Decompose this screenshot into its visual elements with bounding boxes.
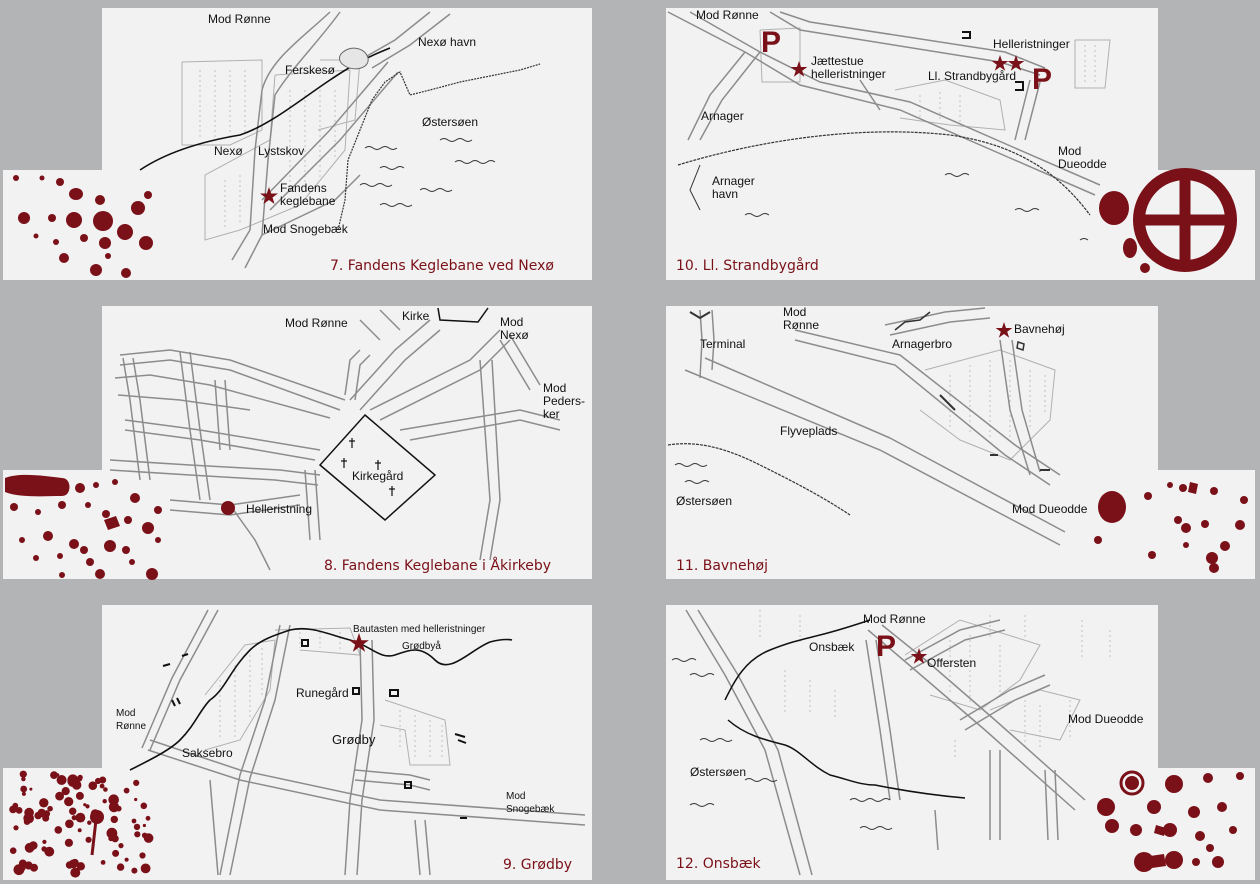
map-panel-11 [0,300,1260,580]
map-panel-10-background [0,0,1260,280]
label-mod-ronne: Mod Rønne [208,12,271,26]
label-mod-ronne: Mod Rønne [116,708,147,732]
label-grodby: Grødby [332,732,376,747]
label-mod-ronne: Mod Rønne [783,305,820,332]
parking-icon: P [876,630,897,663]
label-fandens-keglebane: Fandens keglebane [280,181,336,208]
parking-icon: P [761,26,782,59]
label-mod-dueodde: Mod Dueodde [1058,144,1107,171]
label-kirkegaard: Kirkegård [352,469,404,483]
label-mod-dueodde: Mod Dueodde [1012,502,1088,516]
label-arnagerbro: Arnagerbro [892,337,953,351]
map-panel-12-background [0,600,1260,880]
label-runegaard: Runegård [296,686,349,700]
panel-caption: 8. Fandens Keglebane i Åkirkeby [324,558,552,574]
label-ostersoen: Østersøen [676,494,733,508]
panel-caption: 9. Grødby [503,857,573,873]
label-bautasten: Bautasten med helleristninger [353,624,486,635]
label-arnager: Arnager [701,109,744,123]
label-jaettestue: Jættestue helleristninger [811,54,886,81]
label-nexo-havn: Nexø havn [418,35,477,49]
label-arnager-havn: Arnager havn [712,174,755,201]
label-onsbaek: Onsbæk [809,640,855,654]
panel-caption: 7. Fandens Keglebane ved Nexø [330,258,554,274]
label-helleristning: Helleristning [246,502,313,516]
label-lystskov: Lystskov [258,144,305,158]
label-helleristninger: Helleristninger [993,37,1070,51]
label-nexo: Nexø [214,144,243,158]
label-mod-pedersker: Mod Peders- ker [543,381,586,421]
label-grodbya: Grødbyå [402,641,441,652]
label-ostersoen: Østersøen [422,115,479,129]
label-saksebro: Saksebro [182,746,233,760]
label-mod-ronne: Mod Rønne [696,8,759,22]
map-panel-10 [0,0,1260,280]
label-flyveplads: Flyveplads [780,424,838,438]
panel-caption: 12. Onsbæk [676,856,761,872]
label-offersten: Offersten [927,656,977,670]
label-terminal: Terminal [700,337,746,351]
label-bavnehoj: Bavnehøj [1014,322,1065,336]
label-mod-ronne: Mod Rønne [285,316,348,330]
label-mod-ronne: Mod Rønne [863,612,926,626]
label-mod-snogebaek: Mod Snogebæk [263,222,348,236]
label-ostersoen: Østersøen [690,765,747,779]
map-panel-12 [0,600,1260,880]
label-mod-nexo: Mod Nexø [500,315,529,342]
label-kirke: Kirke [402,309,430,323]
panel-caption: 10. Ll. Strandbygård [676,258,819,274]
panel-caption: 11. Bavnehøj [676,558,768,574]
map-panel-11-background [0,300,1260,580]
label-mod-dueodde: Mod Dueodde [1068,712,1144,726]
parking-icon: P [1032,63,1053,96]
label-ll-strandbygaard: Ll. Strandbygård [928,69,1017,83]
label-ferskeso: Ferskesø [285,63,336,77]
label-mod-snogebaek: Mod Snogebæk [506,791,555,815]
